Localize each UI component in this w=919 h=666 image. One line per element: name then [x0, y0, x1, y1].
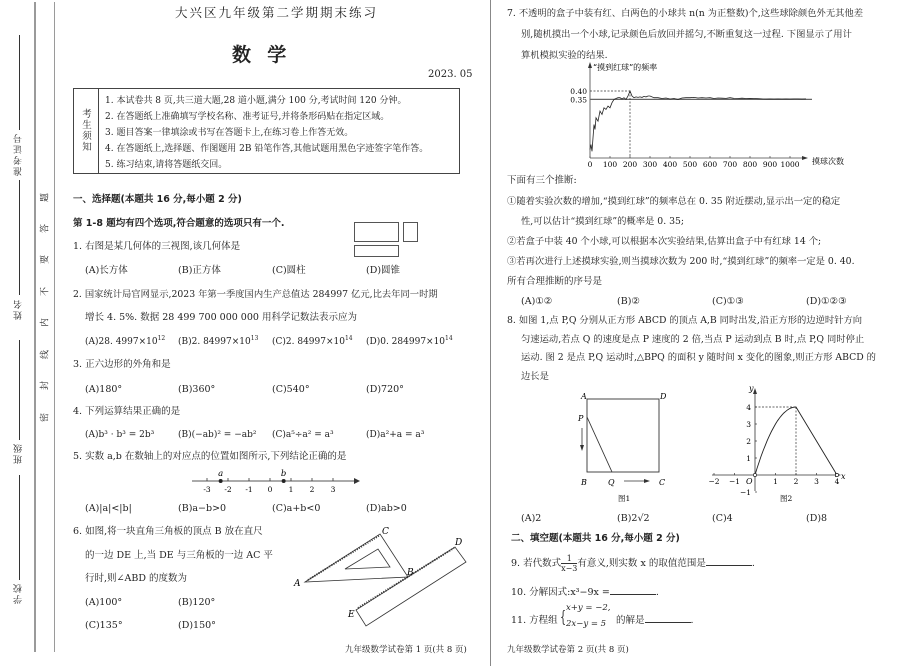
field-school-line[interactable]	[19, 475, 20, 580]
q9	[511, 553, 755, 575]
q7-stem-line1: 7. 不透明的盒子中装有红、白两色的小球共 n(n 为正整数)个,这些球除颜色外无其他差	[507, 8, 864, 19]
chart-x-tick-label: 400	[662, 160, 678, 169]
field-label-name: 姓名	[14, 298, 24, 320]
field-name-line[interactable]	[19, 180, 20, 295]
fig2-y-tick-label: 3	[746, 420, 751, 429]
q10	[511, 585, 659, 599]
margin-line-outer	[34, 2, 36, 652]
chart-y-tick-label: 0.35	[570, 95, 587, 105]
section2-title: 二、填空题(本题共 16 分,每小题 2 分)	[511, 533, 680, 544]
notice-label-char: 考	[82, 109, 92, 120]
q9-answer-blank[interactable]	[706, 556, 752, 566]
q8-stem-line3: 运动. 图 2 是点 P,Q 运动时,△BPQ 的面积 y 随时间 x 变化的图象,则正方形 ABCD 的	[521, 352, 876, 363]
exam-date: 2023. 05	[428, 69, 473, 80]
number-line-tick-label: -2	[224, 485, 232, 494]
q4-option-b[interactable]: (B)(−ab)² = −ab²	[178, 430, 257, 440]
chart-x-tick-label: 0	[587, 160, 593, 169]
chart-x-tick-label: 500	[682, 160, 698, 169]
q2-option-c-exp: 14	[344, 335, 353, 342]
chart-x-tick-label: 1000	[780, 160, 800, 169]
q9-numerator: 1	[561, 554, 577, 564]
q10-end: .	[655, 587, 659, 598]
q11-suffix: 的解是	[616, 615, 645, 626]
fig2-y-tick-label: 2	[746, 437, 751, 446]
q2-option-b[interactable]	[178, 336, 258, 348]
q2-stem-line2: 增长 4. 5%. 数据 28 499 700 000 000 用科学记数法表示应为	[85, 312, 357, 323]
q3-option-a[interactable]: (A)180°	[85, 384, 123, 395]
number-line-tick-label: -3	[203, 485, 211, 494]
seal-char: 不	[40, 287, 51, 297]
seal-char: 密	[40, 413, 51, 423]
q2-option-a[interactable]	[85, 336, 165, 348]
section1-title: 一、选择题(本题共 16 分,每小题 2 分)	[73, 194, 242, 205]
q6-figure	[290, 520, 470, 630]
seal-char: 答	[40, 224, 51, 234]
q10-answer-blank[interactable]	[610, 585, 656, 595]
seal-char: 封	[40, 381, 51, 391]
q2-option-c[interactable]	[272, 336, 353, 348]
seal-char: 要	[40, 255, 51, 265]
notice-item: 1. 本试卷共 8 页,共三道大题,28 道小题,满分 100 分,考试时间 120 分钟。	[105, 96, 407, 106]
fig2-open-point-end	[835, 473, 838, 476]
notice-item: 4. 在答题纸上,选择题、作图题用 2B 铅笔作答,其他试题用黑色字迹签字笔作答。	[105, 144, 429, 154]
label-e: E	[348, 610, 355, 620]
fig1-label-c: C	[659, 478, 666, 487]
fig2-y-tick-label: 1	[746, 454, 751, 463]
chart-y-arrow	[588, 62, 592, 68]
q6-option-c[interactable]: (C)135°	[85, 620, 123, 631]
q4-stem: 4. 下列运算结果正确的是	[73, 406, 181, 417]
fig2-y-label: y	[749, 384, 754, 393]
q1-side-view	[403, 222, 418, 242]
field-zkzh-line[interactable]	[19, 35, 20, 130]
notice-divider	[98, 89, 99, 173]
q3-option-d[interactable]: (D)720°	[366, 384, 404, 395]
q10-text: 10. 分解因式:x³−9x =	[511, 587, 610, 598]
q5-option-b[interactable]: (B)a−b>0	[178, 503, 227, 514]
q2-option-a-exp: 12	[157, 335, 166, 342]
q8-stem-line4: 边长是	[521, 371, 549, 382]
q7-question: 所有合理推断的序号是	[507, 276, 603, 287]
straight-ruler	[356, 547, 466, 626]
q2-option-b-base: (B)2. 84997×10	[178, 337, 251, 347]
number-line-point-a	[219, 479, 223, 483]
q3-option-b[interactable]: (B)360°	[178, 384, 216, 395]
field-label-class: 班级	[14, 442, 24, 464]
q1-option-d[interactable]: (D)圆锥	[366, 265, 401, 276]
fig1-label-p: P	[578, 414, 584, 423]
q2-option-c-base: (C)2. 84997×10	[272, 337, 345, 347]
fig1-label-b: B	[581, 478, 587, 487]
chart-x-tick-label: 200	[622, 160, 638, 169]
notice-item: 3. 题目答案一律填涂或书写在答题卡上,在练习卷上作答无效。	[105, 128, 354, 138]
fig2-y-arrow	[753, 388, 757, 394]
arrow-q-head	[644, 479, 650, 483]
q1-stem: 1. 右图是某几何体的三视图,该几何体是	[73, 241, 241, 252]
q9-denominator: x−3	[561, 564, 578, 573]
q6-option-b[interactable]: (B)120°	[178, 597, 216, 608]
chart-x-arrow	[802, 156, 808, 160]
q9-fraction	[561, 554, 577, 573]
q4-option-d[interactable]: (D)a²+a = a³	[366, 430, 425, 440]
margin-line-inner	[54, 2, 55, 652]
number-line-point-label: a	[218, 469, 224, 479]
chart-y-title: “摸到红球”的频率	[593, 63, 658, 72]
q1-front-view	[354, 222, 399, 242]
label-a: A	[294, 579, 301, 589]
q8-option-a[interactable]: (A)2	[521, 513, 542, 524]
notice-label-char: 须	[82, 131, 92, 142]
fig2-x-tick-label: 3	[814, 477, 819, 486]
page1-footer: 九年级数学试卷第 1 页(共 8 页)	[345, 645, 467, 655]
q8-stem-line1: 8. 如图 1,点 P,Q 分别从正方形 ABCD 的顶点 A,B 同时出发,沿正方形的边逆时针方向	[507, 315, 863, 326]
label-c: C	[382, 527, 389, 537]
q7-inference-2: ②若盒子中装 40 个小球,可以根据本次实验结果,估算出盒子中有红球 14 个;	[507, 236, 822, 247]
chart-series-line	[590, 91, 806, 151]
seal-char: 题	[40, 193, 51, 203]
q4-option-a[interactable]: (A)b³ · b³ = 2b³	[85, 430, 155, 440]
q6-stem-line1: 6. 如图,将一块直角三角板的顶点 B 放在直尺	[73, 526, 263, 537]
chart-x-tick-label: 100	[602, 160, 618, 169]
fig2-x-tick-label: 4	[834, 477, 840, 486]
q9-end: .	[751, 558, 755, 569]
q11-eq2: 2x−y = 5	[566, 619, 607, 629]
field-class-line[interactable]	[19, 340, 20, 440]
field-label-school: 学校	[14, 582, 24, 604]
chart-x-tick-label: 800	[742, 160, 758, 169]
chart-x-tick-label: 600	[702, 160, 718, 169]
number-line-point-b	[282, 479, 286, 483]
segment-pq	[587, 417, 612, 472]
q2-option-b-exp: 13	[250, 335, 259, 342]
chart-x-tick-label: 700	[722, 160, 738, 169]
chart-x-tick-label: 900	[762, 160, 778, 169]
q1-top-view	[354, 245, 399, 257]
q11-brace: {	[560, 607, 567, 626]
fig1-label-q: Q	[608, 478, 615, 487]
seal-char: 线	[40, 350, 51, 360]
number-line-tick-label: 2	[309, 485, 315, 494]
q7-option-d[interactable]: (D)①②③	[806, 296, 847, 307]
q8-stem-line2: 匀速运动,若点 Q 的速度是点 P 速度的 2 倍,当点 P 运动到点 B 时,点 P,Q 同时停止	[521, 334, 865, 345]
q11-prefix: 11. 方程组	[511, 615, 558, 626]
q5-option-d[interactable]: (D)ab>0	[366, 503, 407, 514]
notice-item: 2. 在答题纸上准确填写学校名称、准考证号,并将条形码贴在指定区域。	[105, 112, 390, 122]
chart-x-title: 摸球次数	[812, 157, 844, 166]
q2-option-d[interactable]	[366, 336, 453, 348]
notice-box	[73, 88, 460, 174]
q7-option-b[interactable]: (B)②	[617, 296, 640, 307]
q7-inferences-intro: 下面有三个推断:	[507, 175, 577, 186]
number-line-tick-label: 3	[330, 485, 336, 494]
fig2-y-tick-label: 4	[746, 403, 751, 412]
fig2-x-tick-label: −1	[728, 477, 741, 486]
q8-figure1	[570, 390, 680, 505]
q9-prefix: 9. 若代数式	[511, 558, 562, 569]
notice-label-char: 生	[82, 120, 92, 131]
notice-item: 5. 练习结束,请将答题纸交回。	[105, 160, 228, 170]
q11-eq1: x+y = −2,	[566, 603, 611, 613]
section1-note: 第 1-8 题均有四个选项,符合题意的选项只有一个.	[73, 218, 285, 229]
q1-option-c[interactable]: (C)圆柱	[272, 265, 306, 276]
q5-option-c[interactable]: (C)a+b<0	[272, 503, 321, 514]
q8-option-b[interactable]: (B)2√2	[617, 513, 650, 524]
q7-stem-line2: 别,随机摸出一个小球,记录颜色后放回并摇匀,不断重复这一过程. 下图显示了用计	[521, 29, 852, 40]
number-line-point-label: b	[280, 469, 287, 479]
q7-inference-3: ③若再次进行上述摸球实验,则当摸球次数为 200 时,“摸到红球”的频率一定是 0. 40.	[507, 256, 855, 267]
fig2-x-tick-label: 2	[793, 477, 799, 486]
fig1-label-d: D	[660, 392, 667, 401]
number-line-tick-label: 1	[288, 485, 294, 494]
q2-option-d-base: (D)0. 284997×10	[366, 337, 446, 347]
q7-inference-1-cont: 性,可以估计“摸到红球”的概率是 0. 35;	[521, 216, 685, 227]
q11-end: .	[690, 615, 694, 626]
q6-stem-line2: 的一边 DE 上,当 DE 与三角板的一边 AC 平	[85, 550, 273, 561]
q6-option-a[interactable]: (A)100°	[85, 597, 123, 608]
q8-figure2	[710, 383, 850, 505]
number-line-arrow	[354, 478, 360, 484]
label-d: D	[455, 538, 463, 548]
q11-answer	[616, 612, 694, 626]
q6-stem-line3: 行时,则∠ABD 的度数为	[85, 573, 187, 584]
chart-x-tick-label: 300	[642, 160, 658, 169]
q7-frequency-chart	[560, 60, 850, 170]
fig2-x-label: x	[841, 472, 846, 481]
chart-y-tick-label: 0.40	[570, 87, 587, 96]
fig2-y-tick-label: −1	[739, 488, 751, 497]
label-b: B	[407, 568, 414, 578]
q1-option-a[interactable]: (A)长方体	[85, 265, 128, 276]
q2-option-d-exp: 14	[445, 335, 453, 342]
q5-number-line	[190, 468, 360, 498]
q3-stem: 3. 正六边形的外角和是	[73, 359, 171, 370]
q4-option-c[interactable]: (C)a⁵÷a² = a³	[272, 430, 334, 440]
q7-option-a[interactable]: (A)①②	[521, 296, 553, 307]
seal-char: 内	[40, 318, 51, 328]
fig2-origin-label: O	[746, 477, 753, 486]
q9-suffix: 有意义,则实数 x 的取值范围是	[577, 558, 706, 569]
q8-option-c[interactable]: (C)4	[712, 513, 733, 524]
q2-option-a-base: (A)28. 4997×10	[85, 337, 158, 347]
square-abcd	[587, 399, 659, 472]
q8-option-d[interactable]: (D)8	[806, 513, 828, 524]
exam-header-title: 大兴区九年级第二学期期末练习	[175, 5, 379, 20]
fig2-x-tick-label: −2	[708, 477, 720, 486]
fig1-caption: 图1	[618, 494, 631, 503]
arrow-p-head	[580, 445, 584, 451]
notice-label-char: 知	[82, 142, 92, 153]
page2-footer: 九年级数学试卷第 2 页(共 8 页)	[507, 645, 629, 655]
q11-answer-blank[interactable]	[645, 613, 691, 623]
triangle-ruler	[305, 534, 408, 582]
page-divider	[490, 0, 491, 666]
subject-title: 数 学	[232, 44, 288, 66]
number-line-tick-label: 0	[267, 485, 273, 494]
q2-stem-line1: 2. 国家统计局官网显示,2023 年第一季度国内生产总值达 284997 亿元,比去年同一时期	[73, 289, 438, 300]
q5-option-a[interactable]: (A)|a|<|b|	[85, 503, 132, 514]
q1-option-b[interactable]: (B)正方体	[178, 265, 221, 276]
notice-label	[80, 109, 94, 153]
q5-stem: 5. 实数 a,b 在数轴上的对应点的位置如图所示,下列结论正确的是	[73, 451, 347, 462]
q3-option-c[interactable]: (C)540°	[272, 384, 310, 395]
q7-inference-1: ①随着实验次数的增加,“摸到红球”的频率总在 0. 35 附近摆动,显示出一定的稳定	[507, 196, 841, 207]
number-line-tick-label: -1	[245, 485, 253, 494]
q7-stem-line3: 算机模拟实验的结果.	[521, 50, 608, 61]
q6-option-d[interactable]: (D)150°	[178, 620, 216, 631]
field-label-zkzh: 准考证号	[14, 132, 24, 176]
fig2-x-tick-label: 1	[773, 477, 778, 486]
fig2-open-point-origin	[753, 473, 756, 476]
fig1-label-a: A	[581, 392, 587, 401]
fig2-caption: 图2	[780, 494, 793, 503]
q7-option-c[interactable]: (C)①③	[712, 296, 744, 307]
